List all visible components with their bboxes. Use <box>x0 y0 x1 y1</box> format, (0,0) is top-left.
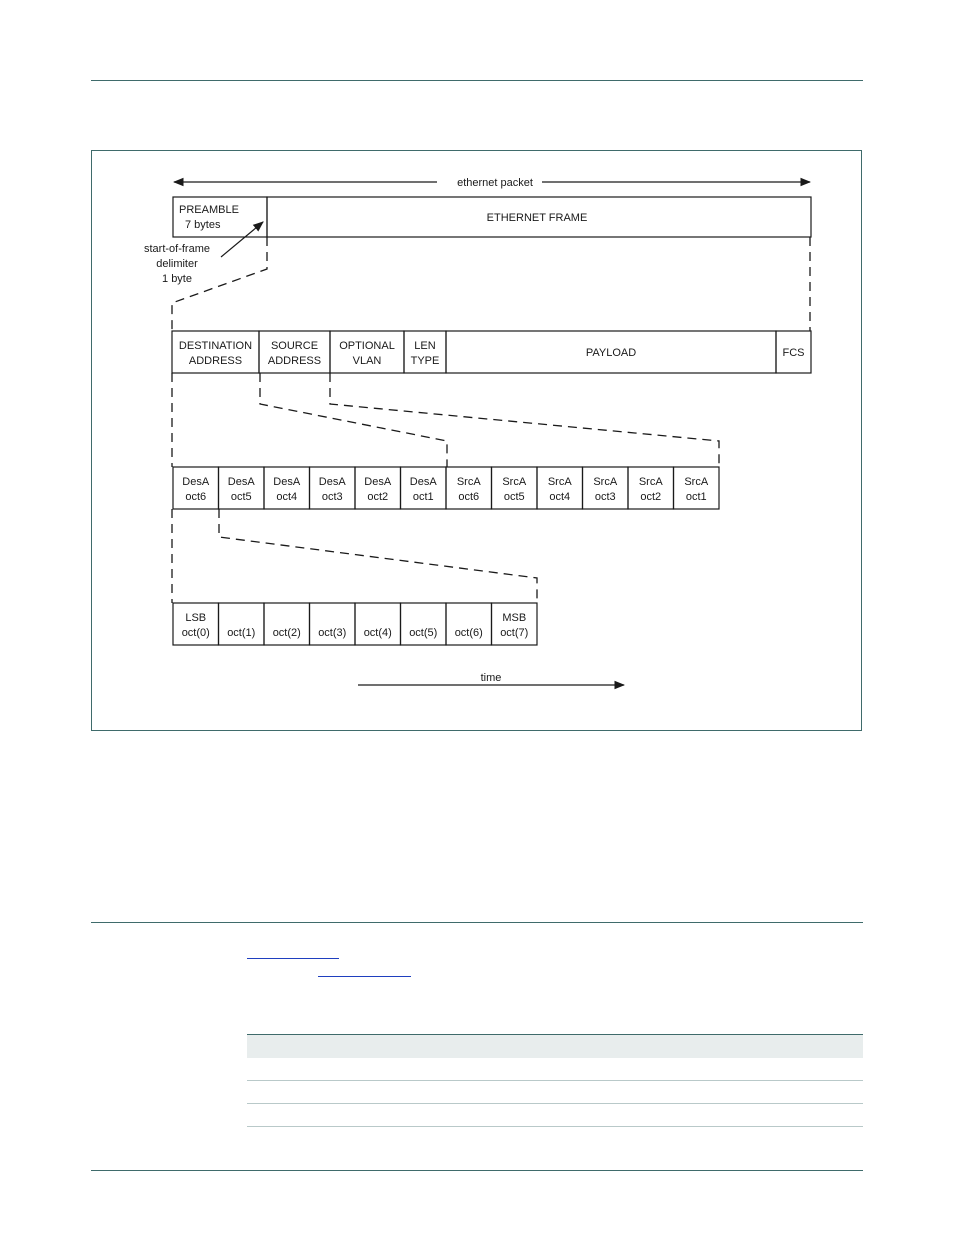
header-rule <box>91 80 863 81</box>
table-row <box>247 1104 863 1127</box>
address-octet-label-10-1: SrcA <box>593 476 618 488</box>
sfd-label-line-2: delimiter <box>156 258 198 270</box>
preamble-size: 7 bytes <box>185 219 221 231</box>
address-octet-label-2-1: DesA <box>227 476 255 488</box>
ethernet-frame-label: ETHERNET FRAME <box>486 212 588 224</box>
table-row <box>247 1058 863 1081</box>
address-octet-label-2-2: oct5 <box>230 491 252 503</box>
cross-reference-link-2[interactable] <box>318 962 411 977</box>
packet-label: ethernet packet <box>457 177 533 189</box>
address-octet-label-6-1: DesA <box>409 476 437 488</box>
expansion-line-src-right <box>330 373 719 467</box>
address-octet-label-10-2: oct3 <box>594 491 616 503</box>
sfd-label-line-3: 1 byte <box>162 273 192 285</box>
address-octet-label-1-2: oct6 <box>185 491 207 503</box>
expansion-line-bits-right <box>219 509 537 603</box>
table-header-row <box>247 1034 863 1058</box>
cross-reference-link[interactable] <box>247 944 339 959</box>
ethernet-packet-diagram <box>92 151 863 732</box>
address-octet-label-9-2: oct4 <box>549 491 571 503</box>
bits-row <box>173 603 537 645</box>
frame-field-label-1-1: DESTINATION <box>178 340 253 352</box>
address-octet-label-5-1: DesA <box>364 476 392 488</box>
address-octet-label-11-2: oct2 <box>640 491 662 503</box>
address-octet-label-12-1: SrcA <box>684 476 709 488</box>
frame-field-label-2-1: SOURCE <box>270 340 319 352</box>
frame-field-label-3-1: OPTIONAL <box>339 340 395 352</box>
frame-field-label-5-1: PAYLOAD <box>585 347 637 359</box>
frame-field-label-4-1: LEN <box>414 340 436 352</box>
bit-cell-label-7-2: oct(6) <box>454 627 483 639</box>
address-octet-label-12-2: oct1 <box>685 491 707 503</box>
address-octet-label-5-2: oct2 <box>367 491 389 503</box>
preamble-label: PREAMBLE <box>179 204 239 216</box>
address-octet-label-1-1: DesA <box>182 476 210 488</box>
section-rule <box>91 922 863 923</box>
address-octet-label-8-2: oct5 <box>503 491 525 503</box>
register-table <box>247 1034 863 1127</box>
address-octet-label-9-1: SrcA <box>547 476 572 488</box>
bit-cell-label-3-2: oct(2) <box>272 627 301 639</box>
bit-cell-label-2-2: oct(1) <box>227 627 256 639</box>
address-octet-label-6-2: oct1 <box>412 491 434 503</box>
bit-cell-label-5-2: oct(4) <box>363 627 392 639</box>
bit-cell-label-1-2: oct(0) <box>181 627 210 639</box>
address-octet-label-4-2: oct3 <box>321 491 343 503</box>
address-octet-label-11-1: SrcA <box>638 476 663 488</box>
address-octet-label-8-1: SrcA <box>502 476 527 488</box>
figure-frame <box>91 150 862 731</box>
sfd-label-line-1: start-of-frame <box>143 243 211 255</box>
bit-cell-label-8-1: MSB <box>502 612 527 624</box>
bit-cell-label-8-2: oct(7) <box>500 627 529 639</box>
address-octet-label-3-1: DesA <box>273 476 301 488</box>
frame-field-label-3-2: VLAN <box>352 355 382 367</box>
frame-field-label-4-2: TYPE <box>410 355 440 367</box>
address-octet-label-4-1: DesA <box>318 476 346 488</box>
frame-field-label-6-1: FCS <box>782 347 805 359</box>
frame-field-label-1-2: ADDRESS <box>188 355 243 367</box>
packet-row <box>173 197 811 237</box>
sfd-pointer-arrow <box>221 222 263 257</box>
bit-cell-label-4-2: oct(3) <box>318 627 347 639</box>
expansion-line-dest-right <box>260 373 447 467</box>
time-label: time <box>480 672 502 684</box>
address-octet-label-7-2: oct6 <box>458 491 480 503</box>
address-octet-label-3-2: oct4 <box>276 491 298 503</box>
bit-cell-label-1-1: LSB <box>185 612 207 624</box>
address-octets-row <box>173 467 719 509</box>
footer-rule <box>91 1170 863 1171</box>
bit-cell-label-6-2: oct(5) <box>409 627 438 639</box>
address-octet-label-7-1: SrcA <box>456 476 481 488</box>
table-row <box>247 1081 863 1104</box>
frame-fields-row <box>172 331 811 373</box>
frame-field-label-2-2: ADDRESS <box>267 355 322 367</box>
